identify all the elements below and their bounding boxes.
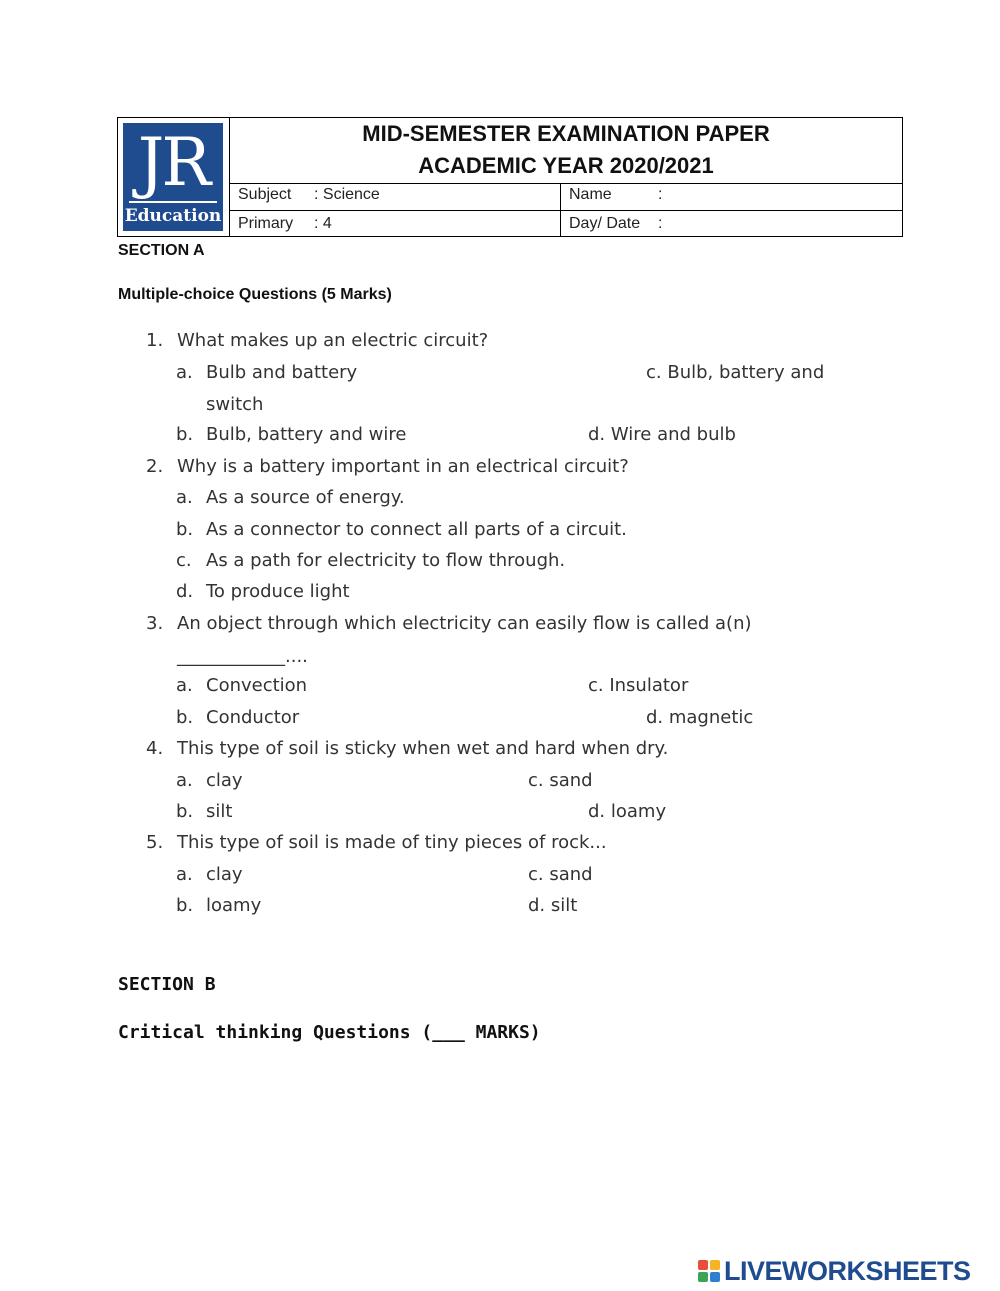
header-divider-middle [230,210,902,211]
option-letter: a. [176,362,193,383]
option-a[interactable]: clay [206,864,243,885]
option-letter: b. [176,519,194,540]
question-text: This type of soil is sticky when wet and hard when dry. [177,738,669,759]
option-c[interactable]: c. Insulator [588,675,689,696]
option-b[interactable]: As a connector to connect all parts of a circuit. [206,519,627,540]
option-a[interactable]: Convection [206,675,308,696]
date-label: Day/ Date [569,215,641,232]
option-d[interactable]: d. magnetic [646,707,754,728]
section-a-title: SECTION A [118,242,205,259]
section-a-subtitle: Multiple-choice Questions (5 Marks) [118,286,392,303]
primary-label: Primary [238,215,294,232]
option-a[interactable]: As a source of energy. [206,487,405,508]
exam-header-table [117,117,903,237]
option-letter: b. [176,895,194,916]
option-letter: b. [176,801,194,822]
logo-cell [118,118,230,236]
question-text: Why is a battery important in an electrical circuit? [177,456,629,477]
date-field[interactable]: : [658,215,663,232]
option-c[interactable]: c. sand [528,770,593,791]
logo-caption: Education [124,206,222,226]
option-d[interactable]: d. silt [528,895,578,916]
section-b-title: SECTION B [118,974,216,995]
liveworksheets-logo-icon [698,1260,720,1282]
option-c[interactable]: As a path for electricity to flow through. [206,550,566,571]
option-letter: c. [176,550,192,571]
exam-title: MID-SEMESTER EXAMINATION PAPER [362,121,770,146]
section-b-subtitle: Critical thinking Questions (___ MARKS) [118,1022,541,1043]
option-b[interactable]: Bulb, battery and wire [206,424,407,445]
primary-value: : 4 [314,215,332,232]
option-b[interactable]: Conductor [206,707,300,728]
subject-value: : Science [314,186,380,203]
option-c[interactable]: c. sand [528,864,593,885]
option-letter: b. [176,707,194,728]
option-letter: a. [176,675,193,696]
option-a[interactable]: Bulb and battery [206,362,358,383]
header-column-divider [560,183,561,236]
jr-education-logo [123,123,223,231]
option-d[interactable]: To produce light [206,581,350,602]
option-letter: b. [176,424,194,445]
option-letter: a. [176,487,193,508]
option-letter: a. [176,864,193,885]
option-d[interactable]: d. loamy [588,801,667,822]
option-letter: d. [176,581,194,602]
question-text: An object through which electricity can easily flow is called a(n) [177,613,752,634]
logo-letters: JR [137,124,209,201]
option-c[interactable]: c. Bulb, battery and [646,362,825,383]
answer-blank[interactable]: ____________.... [177,646,308,667]
option-letter: a. [176,770,193,791]
header-divider-top [230,183,902,184]
name-field[interactable]: : [658,186,663,203]
brand-wordmark: LIVEWORKSHEETS [724,1256,971,1286]
option-b[interactable]: silt [206,801,233,822]
question-number: 3. [146,613,164,634]
option-b[interactable]: loamy [206,895,262,916]
question-number: 1. [146,330,164,351]
question-number: 5. [146,832,164,853]
option-d[interactable]: d. Wire and bulb [588,424,736,445]
logo-divider [129,201,217,203]
name-label: Name [569,186,612,203]
option-c-continuation: switch [206,394,264,415]
subject-label: Subject [238,186,292,203]
question-number: 4. [146,738,164,759]
academic-year-title: ACADEMIC YEAR 2020/2021 [418,153,714,178]
question-number: 2. [146,456,164,477]
question-text: This type of soil is made of tiny pieces of rock... [177,832,607,853]
question-text: What makes up an electric circuit? [177,330,489,351]
option-a[interactable]: clay [206,770,243,791]
